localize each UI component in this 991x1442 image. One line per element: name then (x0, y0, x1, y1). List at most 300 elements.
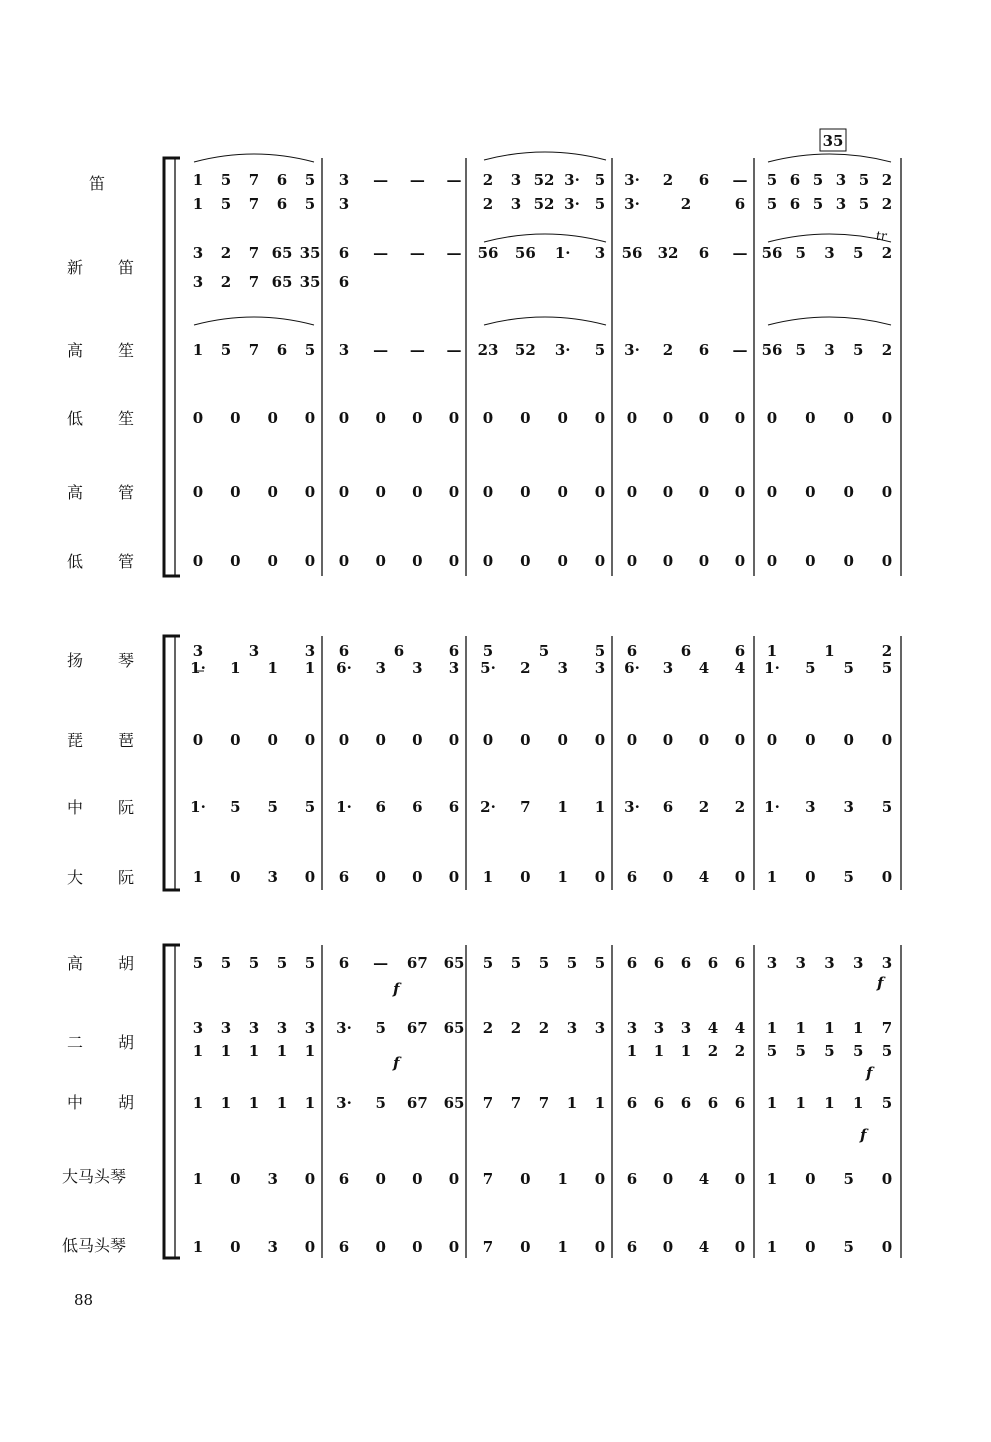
page-number: 88 (74, 1291, 94, 1309)
note: 5 (304, 341, 316, 359)
note: 0 (594, 1170, 606, 1188)
note: 4 (707, 1019, 719, 1037)
note: 7 (881, 1019, 893, 1037)
phrase-slur (194, 154, 314, 162)
note: 1 (680, 1042, 692, 1060)
note: 3 (680, 1019, 692, 1037)
note: 5 (248, 954, 260, 972)
note: 2 (510, 1019, 522, 1037)
note: 5 (538, 954, 550, 972)
note: 7 (248, 171, 260, 189)
note: 6 (393, 642, 405, 660)
note: 3 (304, 642, 316, 660)
dynamic-forte: f (860, 1126, 867, 1144)
note: 0 (520, 731, 531, 749)
note: 1 (557, 1238, 568, 1256)
note: 0 (520, 1170, 531, 1188)
note: 52 (533, 195, 555, 213)
note: 0 (448, 1170, 460, 1188)
note: — (446, 244, 462, 262)
note: 3 (594, 244, 606, 262)
note: 3 (338, 195, 350, 213)
note: 3 (835, 195, 847, 213)
note: 1 (795, 1019, 806, 1037)
note: 3 (853, 954, 864, 972)
note: 3 (566, 1019, 578, 1037)
note: 0 (448, 483, 460, 501)
note: 65 (271, 273, 293, 291)
note: 3 (881, 954, 893, 972)
note: 1 (192, 171, 204, 189)
note: 0 (230, 731, 241, 749)
note: 5 (276, 954, 288, 972)
note: 5 (594, 642, 606, 660)
note: 3 (594, 1019, 606, 1037)
note: 3 (412, 659, 423, 677)
note: 5 (304, 798, 316, 816)
note: 6 (626, 1238, 638, 1256)
note: 5 (853, 1042, 864, 1060)
note: 6 (338, 954, 350, 972)
instrument-label: 高 (67, 954, 84, 973)
note: 0 (766, 731, 778, 749)
note: 5 (853, 341, 864, 359)
note: 1 (248, 1094, 260, 1112)
phrase-slur (768, 317, 891, 325)
note: 3 (510, 171, 522, 189)
note: 0 (843, 409, 854, 427)
note: 3 (267, 1170, 278, 1188)
note: 1 (557, 868, 568, 886)
note: 1 (824, 1019, 835, 1037)
instrument-label: 阮 (118, 798, 135, 817)
note: 0 (304, 868, 316, 886)
instrument-label: 大马头琴 (62, 1167, 127, 1186)
note: 0 (304, 409, 316, 427)
note: 7 (520, 798, 531, 816)
note: 4 (734, 1019, 746, 1037)
note: 2 (220, 273, 232, 291)
instrument-label: 笙 (118, 409, 135, 428)
dynamic-forte: f (866, 1064, 873, 1082)
note: 0 (881, 1238, 893, 1256)
note: 4 (734, 659, 746, 677)
note: 3· (564, 195, 580, 213)
instrument-label: 中 (67, 798, 84, 817)
note: 5 (858, 171, 870, 189)
note: 5 (881, 798, 893, 816)
note: 0 (594, 552, 606, 570)
note: 0 (881, 409, 893, 427)
note: 0 (192, 483, 204, 501)
instrument-label: 笙 (118, 341, 135, 360)
note: 6 (626, 1170, 638, 1188)
note: 0 (412, 552, 423, 570)
note: 7 (510, 1094, 522, 1112)
note: 3 (795, 954, 806, 972)
note: 3 (248, 642, 260, 660)
note: 56 (514, 244, 536, 262)
note: 6 (412, 798, 423, 816)
note: 5 (192, 954, 204, 972)
note: 0 (482, 409, 494, 427)
instrument-label: 管 (118, 552, 135, 571)
note: — (446, 341, 462, 359)
note: 7 (248, 273, 260, 291)
note: 1 (766, 1094, 778, 1112)
note: 0 (375, 552, 386, 570)
note: 1 (766, 868, 778, 886)
static-layer (74, 129, 846, 1309)
note: 3· (336, 1019, 352, 1037)
note: 6 (789, 195, 801, 213)
note: 2 (707, 1042, 719, 1060)
note: 3 (267, 868, 278, 886)
note: 5 (304, 954, 316, 972)
note: 6 (375, 798, 386, 816)
note: 5 (766, 1042, 778, 1060)
note: 5 (594, 954, 606, 972)
note: 0 (805, 1170, 816, 1188)
note: 1 (766, 1238, 778, 1256)
note: 3 (338, 341, 350, 359)
note: 3 (448, 659, 460, 677)
note: 5 (538, 642, 550, 660)
note: 1 (626, 1042, 638, 1060)
note: 6 (698, 171, 710, 189)
note: 6 (680, 954, 692, 972)
note: 0 (412, 1170, 423, 1188)
note: 2 (881, 244, 893, 262)
instrument-label: 笛 (89, 174, 106, 193)
note: 0 (626, 731, 638, 749)
note: 2 (482, 171, 494, 189)
note: 6 (338, 868, 350, 886)
note: 0 (375, 483, 386, 501)
note: 2 (734, 798, 746, 816)
note: 3 (192, 642, 204, 660)
note: 1 (482, 868, 494, 886)
note: 3· (336, 1094, 352, 1112)
note: 0 (304, 731, 316, 749)
note: 1 (653, 1042, 665, 1060)
note: 0 (881, 731, 893, 749)
note: 5 (220, 341, 232, 359)
note: 0 (192, 409, 204, 427)
note: 0 (881, 868, 893, 886)
phrase-slur (484, 152, 606, 160)
note: 2 (220, 244, 232, 262)
note: 0 (662, 483, 674, 501)
note: 4 (698, 659, 710, 677)
note: 5 (594, 195, 606, 213)
note: 1 (766, 1019, 778, 1037)
note: 5 (843, 1238, 854, 1256)
note: 6 (448, 642, 460, 660)
note: 0 (594, 409, 606, 427)
note: 0 (662, 409, 674, 427)
note: 56 (477, 244, 499, 262)
note: 1 (304, 1094, 316, 1112)
note: 2 (482, 1019, 494, 1037)
note: 3 (835, 171, 847, 189)
note: 5 (220, 195, 232, 213)
note: 5 (853, 244, 864, 262)
note: 7 (538, 1094, 550, 1112)
note: 6 (338, 273, 350, 291)
note: 6 (276, 171, 288, 189)
instrument-label: 管 (118, 483, 135, 502)
note: 0 (698, 409, 710, 427)
note: 7 (482, 1170, 494, 1188)
note: 1 (853, 1094, 864, 1112)
note: 0 (662, 731, 674, 749)
note: 0 (843, 731, 854, 749)
note: 1 (304, 659, 316, 677)
note: 0 (734, 868, 746, 886)
note: 2 (662, 171, 674, 189)
note: 0 (448, 731, 460, 749)
note: 5 (267, 798, 278, 816)
note: 6 (698, 244, 710, 262)
note: 7 (482, 1094, 494, 1112)
note: 3 (653, 1019, 665, 1037)
group-bracket (164, 158, 180, 576)
phrase-slur (484, 234, 606, 242)
note: 1· (554, 244, 571, 262)
note: 6 (734, 954, 746, 972)
instrument-label: 扬 (67, 651, 84, 670)
note: 0 (594, 1238, 606, 1256)
note: 5 (220, 954, 232, 972)
note: 56 (761, 341, 783, 359)
note: 1 (824, 1094, 835, 1112)
note: 67 (406, 954, 428, 972)
note: 0 (338, 731, 350, 749)
note: 3 (510, 195, 522, 213)
note: 0 (594, 731, 606, 749)
note: 3 (248, 1019, 260, 1037)
note: 65 (443, 1019, 465, 1037)
note: 0 (304, 1170, 316, 1188)
note: 1 (304, 1042, 316, 1060)
note: 4 (698, 1170, 710, 1188)
note: 0 (338, 483, 350, 501)
note: 5 (482, 642, 494, 660)
note: 7 (248, 195, 260, 213)
note: 6 (734, 1094, 746, 1112)
note: 1 (276, 1094, 288, 1112)
note: 1 (824, 642, 835, 660)
note: 0 (412, 868, 423, 886)
phrase-slur (768, 234, 891, 242)
note: 3 (626, 1019, 638, 1037)
note: 0 (375, 1238, 386, 1256)
note: 0 (557, 731, 568, 749)
instrument-label: 低 (67, 409, 84, 428)
group-bracket (164, 636, 180, 890)
instrument-label: 琴 (118, 651, 135, 670)
note: 52 (514, 341, 536, 359)
note: 2 (520, 659, 531, 677)
instrument-label: 阮 (118, 868, 135, 887)
note: 0 (412, 409, 423, 427)
note: 0 (375, 409, 386, 427)
note: 0 (766, 409, 778, 427)
note: 6 (680, 642, 692, 660)
instrument-label: 胡 (118, 954, 135, 973)
note: 0 (734, 552, 746, 570)
score-layer (62, 152, 901, 1258)
note: 3 (304, 1019, 316, 1037)
note: 5 (843, 659, 854, 677)
note: 2 (881, 341, 893, 359)
note: 5 (304, 171, 316, 189)
note: 0 (626, 552, 638, 570)
note: 5 (881, 1094, 893, 1112)
note: 6 (653, 1094, 665, 1112)
note: 0 (557, 483, 568, 501)
instrument-label: 大 (67, 868, 84, 887)
note: 1 (594, 798, 606, 816)
note: 0 (230, 868, 241, 886)
note: 67 (406, 1094, 428, 1112)
note: 0 (375, 868, 386, 886)
note: 0 (805, 409, 816, 427)
note: 65 (443, 1094, 465, 1112)
note: 3 (843, 798, 854, 816)
note: 1 (192, 868, 204, 886)
note: 3 (192, 244, 204, 262)
note: 0 (805, 483, 816, 501)
note: 2 (680, 195, 692, 213)
note: 0 (734, 731, 746, 749)
note: 23 (477, 341, 499, 359)
note: 0 (267, 409, 278, 427)
note: 3 (192, 273, 204, 291)
note: 0 (230, 409, 241, 427)
note: 1· (190, 659, 206, 677)
note: 6 (789, 171, 801, 189)
note: 5 (843, 1170, 854, 1188)
note: 5 (482, 954, 494, 972)
note: 2 (538, 1019, 550, 1037)
note: 0 (626, 409, 638, 427)
note: 1 (795, 1094, 806, 1112)
note: — (373, 341, 389, 359)
note: 0 (192, 552, 204, 570)
note: 0 (338, 552, 350, 570)
note: 0 (662, 1170, 674, 1188)
note: 6 (448, 798, 460, 816)
note: 0 (594, 868, 606, 886)
note: — (732, 244, 748, 262)
note: 3 (824, 954, 835, 972)
note: 6 (734, 642, 746, 660)
note: 65 (271, 244, 293, 262)
instrument-label: 胡 (118, 1093, 135, 1112)
note: 1 (267, 659, 278, 677)
note: 5 (843, 868, 854, 886)
note: 2 (881, 642, 893, 660)
note: 5 (375, 1019, 386, 1037)
note: 0 (698, 731, 710, 749)
note: 5 (566, 954, 578, 972)
note: — (373, 244, 389, 262)
note: 0 (881, 483, 893, 501)
note: 0 (412, 483, 423, 501)
note: 3 (338, 171, 350, 189)
note: 3· (564, 171, 580, 189)
note: 6· (624, 659, 640, 677)
note: 3· (554, 341, 571, 359)
note: 0 (734, 1238, 746, 1256)
note: 0 (448, 409, 460, 427)
note: 0 (557, 552, 568, 570)
note: 0 (448, 868, 460, 886)
note: 6 (338, 1170, 350, 1188)
note: 0 (626, 483, 638, 501)
note: 6 (626, 868, 638, 886)
note: 0 (662, 868, 674, 886)
instrument-label: 琶 (118, 731, 135, 750)
note: 0 (881, 552, 893, 570)
instrument-label: 中 (67, 1093, 84, 1112)
note: — (373, 954, 389, 972)
note: 5 (881, 659, 893, 677)
note: 0 (557, 409, 568, 427)
note: 0 (843, 552, 854, 570)
note: 3 (594, 659, 606, 677)
note: 0 (734, 1170, 746, 1188)
note: 1 (566, 1094, 578, 1112)
note: 5 (812, 195, 824, 213)
note: 6 (338, 1238, 350, 1256)
note: 0 (698, 552, 710, 570)
note: 6 (338, 642, 350, 660)
note: 5 (594, 171, 606, 189)
note: 0 (662, 1238, 674, 1256)
note: 0 (230, 1238, 241, 1256)
phrase-slur (768, 154, 891, 162)
note: 0 (766, 552, 778, 570)
instrument-label: 低 (67, 552, 84, 571)
note: 5 (304, 195, 316, 213)
note: 1· (190, 798, 206, 816)
note: 2 (698, 798, 710, 816)
note: 0 (375, 1170, 386, 1188)
note: 0 (843, 483, 854, 501)
note: 4 (698, 868, 710, 886)
note: 0 (448, 552, 460, 570)
note: 1· (764, 798, 780, 816)
note: 2 (881, 171, 893, 189)
rehearsal-mark: 35 (822, 132, 844, 150)
note: 2 (662, 341, 674, 359)
note: 1 (766, 1170, 778, 1188)
note: 1 (766, 642, 778, 660)
note: 1 (557, 798, 568, 816)
note: 0 (805, 731, 816, 749)
note: 5 (795, 1042, 806, 1060)
note: 0 (520, 868, 531, 886)
instrument-label: 高 (67, 483, 84, 502)
note: 7 (248, 244, 260, 262)
note: 0 (734, 409, 746, 427)
note: 65 (443, 954, 465, 972)
note: 5 (766, 171, 778, 189)
note: 0 (338, 409, 350, 427)
